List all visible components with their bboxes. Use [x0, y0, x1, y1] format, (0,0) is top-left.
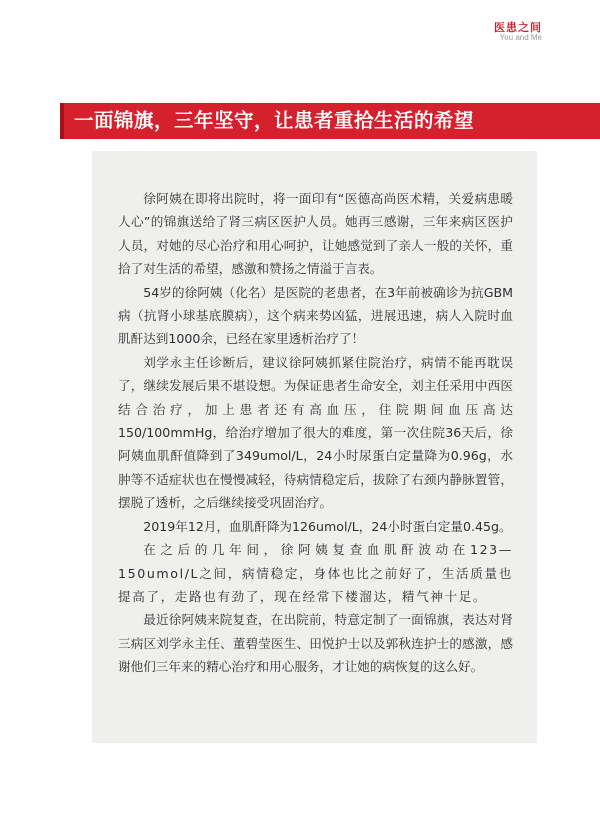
paragraph-4: 2019年12月，血肌酐降为126umol/L，24小时蛋白定量0.45g。: [143, 518, 512, 534]
brand-title-cn: 医患之间: [494, 21, 542, 34]
paragraph-3: 刘学永主任诊断后，建议徐阿姨抓紧住院治疗，病情不能再耽误了，继续发展后果不堪设想。为保证患者生命安全，刘主任采用中西医结合治疗，加上患者还有高血压，住院期间血压高达150/100mmHg，给治疗增加了很大的难度，第一次住院36天后，徐阿姨血肌酐值降到了349umol/L，24小时尿蛋白定量降为0.96g，水肿等不适症状也在慢慢减轻，待病情稳定后，拔除了右颈内静脉置管，摆脱了透析，之后继续接受巩固治疗。: [118, 354, 513, 511]
paragraph-1: 徐阿姨在即将出院时，将一面印有“医德高尚医术精，关爱病患暖人心”的锦旗送给了肾三病区医护人员。她再三感谢，三年来病区医护人员，对她的尽心治疗和用心呵护，让她感觉到了亲人一般的关怀，重拾了对生活的希望，感激和赞扬之情溢于言表。: [118, 191, 513, 277]
title-accent-bar: [60, 103, 64, 139]
article-body: [118, 187, 513, 679]
brand-title-en: You and Me: [499, 33, 542, 43]
paragraph-6: 最近徐阿姨来院复查，在出院前，特意定制了一面锦旗，表达对肾三病区刘学永主任、董碧莹医生、田悦护士以及郭秋连护士的感激，感谢他们三年来的精心治疗和用心服务，才让她的病恢复的这么好。: [118, 612, 513, 675]
paragraph-5: 在之后的几年间，徐阿姨复查血肌酐波动在123—150umol/L之间，病情稳定，身体也比之前好了，生活质量也提高了，走路也有劲了，现在经常下楼溜达，精气神十足。: [118, 542, 513, 604]
header-brand: [494, 22, 542, 43]
article-title: 一面锦旗，三年坚守，让患者重拾生活的希望: [74, 109, 475, 132]
paragraph-2: 54岁的徐阿姨（化名）是医院的老患者，在3年前被确诊为抗GBM病（抗肾小球基底膜病），这个病来势凶猛，进展迅速，病人入院时血肌酐达到1000余，已经在家里透析治疗了！: [118, 284, 513, 347]
